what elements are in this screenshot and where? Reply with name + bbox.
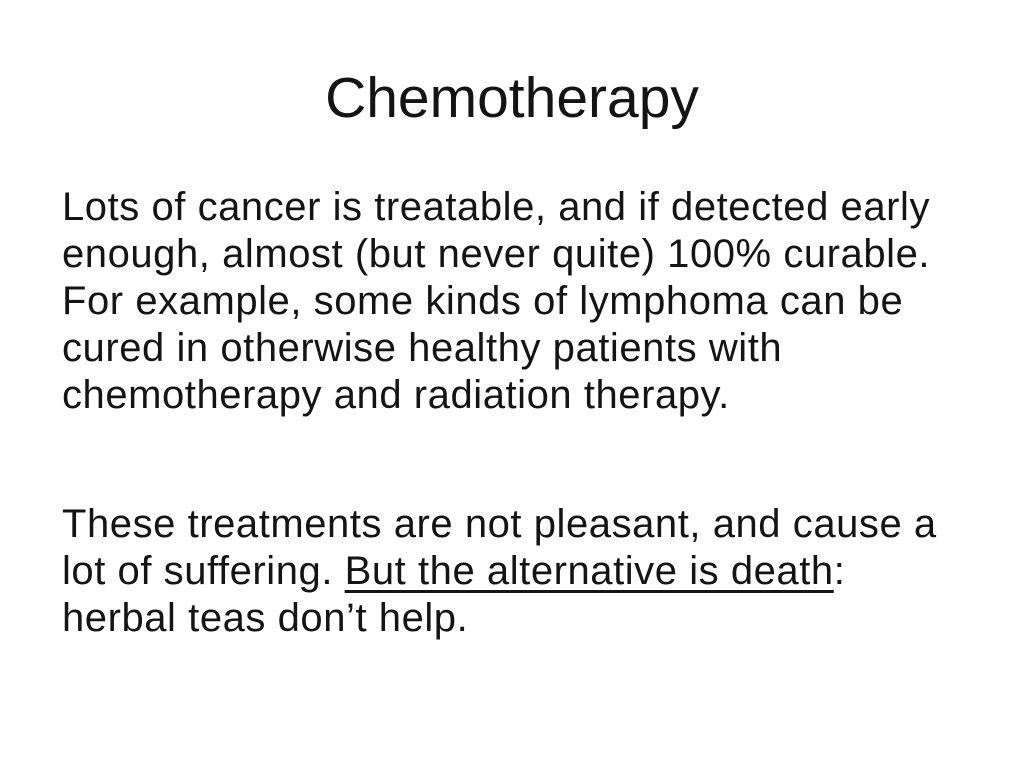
text-line: For example, some kinds of lymphoma can be (62, 279, 904, 323)
text-line: These treatments are not pleasant, and cause a (62, 502, 937, 546)
text-line: enough, almost (but never quite) 100% curable. (62, 232, 931, 276)
text-line: chemotherapy and radiation therapy. (62, 373, 730, 417)
text-segment: lot of suffering. (62, 549, 345, 593)
text-line: cured in otherwise healthy patients with (62, 326, 783, 370)
text-segment: : (833, 549, 846, 593)
text-line (62, 548, 992, 595)
slide-body (62, 184, 992, 642)
text-line: herbal teas don’t help. (62, 596, 469, 640)
text-line: Lots of cancer is treatable, and if detected early (62, 185, 930, 229)
slide-title: Chemotherapy (325, 66, 699, 130)
underlined-phrase: But the alternative is death (344, 549, 834, 593)
paragraph-treatments (62, 501, 992, 642)
paragraph-treatability (62, 184, 992, 419)
